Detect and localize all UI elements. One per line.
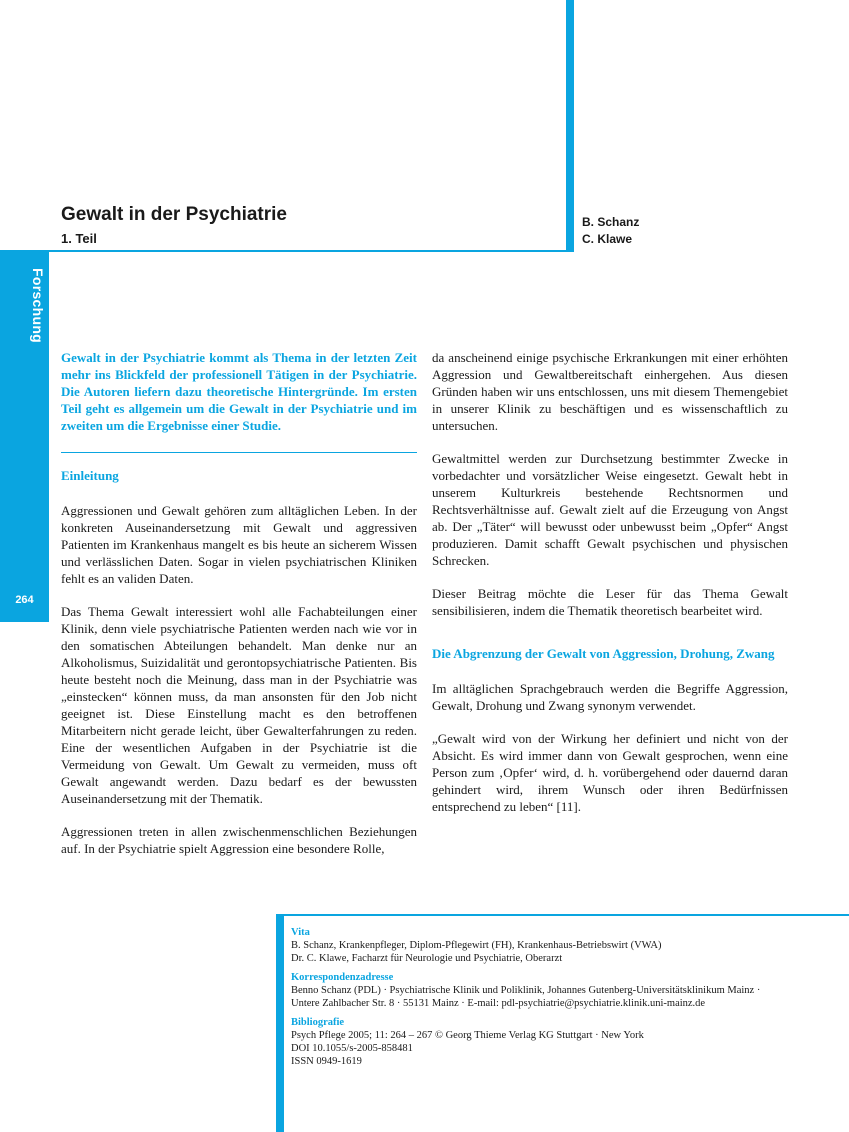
bibliography-line: ISSN 0949-1619 <box>291 1056 362 1067</box>
address-line: Benno Schanz (PDL) · Psychiatrische Klinik und Poliklinik, Johannes Gutenberg-Universitätsklinikum Mainz · <box>291 985 761 996</box>
abstract-rule <box>61 452 417 453</box>
author-name: C. Klawe <box>582 232 633 246</box>
paragraph: Aggressionen und Gewalt gehören zum alltäglichen Leben. In der konkreten Auseinandersetzung mit Gewalt und aggressiven Patienten im Krankenhaus mangelt es bis heute an sicherem Wissen und verlässlichen Daten. Sogar in vielen psychiatrischen Kliniken fehlt es an validen Daten. <box>61 503 417 586</box>
paragraph: da anscheinend einige psychische Erkrankungen mit einer erhöhten Aggression und Gewaltbereitschaft einhergehen. Aus diesen Gründen haben wir uns entschlossen, uns mit diesem Themengebiet in unserer Klinik zu beschäftigen und es wissenschaftlich zu untersuchen. <box>432 350 788 433</box>
address-line: Untere Zahlbacher Str. 8 · 55131 Mainz · E-mail: pdl-psychiatrie@psychiatrie.klinik.uni-mainz.de <box>291 998 706 1009</box>
bibliography-line: DOI 10.1055/s-2005-858481 <box>291 1043 413 1054</box>
footer-accent-bar <box>276 916 284 1132</box>
bibliography-heading: Bibliografie <box>291 1017 345 1028</box>
paragraph: Aggressionen treten in allen zwischenmenschlichen Beziehungen auf. In der Psychiatrie spielt Aggression eine besondere Rolle, <box>61 824 417 856</box>
paragraph: Im alltäglichen Sprachgebrauch werden die Begriffe Aggression, Gewalt, Drohung und Zwang synonym verwendet. <box>432 681 788 713</box>
article-subtitle: 1. Teil <box>61 231 97 246</box>
paragraph: Das Thema Gewalt interessiert wohl alle Fachabteilungen einer Klinik, denn viele psychiatrische Patienten werden nach wie vor in den somatischen Abteilungen behandelt. Man denke nur an Alkoholismus, Suizidalität und gerontopsychiatrische Patienten. Bis heute besteht noch die Meinung, dass man in der Psychiatrie was „einstecken“ können muss, da man ansonsten für den Job nicht geeignet ist. Diese Einstellung macht es den betroffenen Mitarbeitern nicht gerade leicht, über Gewalterfahrungen zu reden. Eine der wesentlichen Aufgaben in der Psychiatrie ist die Vermeidung von Gewalt. Um Gewalt zu vermeiden, muss oft Gewalt angewandt werden. Dazu bedarf es der bewussten Auseinandersetzung mit der Thematik. <box>61 604 417 806</box>
article-info-box <box>291 926 841 1068</box>
bibliography-line: Psych Pflege 2005; 11: 264 – 267 © Georg Thieme Verlag KG Stuttgart · New York <box>291 1030 644 1041</box>
vita-line: B. Schanz, Krankenpfleger, Diplom-Pflegewirt (FH), Krankenhaus-Betriebswirt (VWA) <box>291 940 662 951</box>
address-heading: Korrespondenzadresse <box>291 972 394 983</box>
title-rule <box>0 250 570 252</box>
vita-line: Dr. C. Klawe, Facharzt für Neurologie und Psychiatrie, Oberarzt <box>291 953 563 964</box>
section-label: Forschung <box>30 268 46 344</box>
page-number: 264 <box>15 594 34 606</box>
author-name: B. Schanz <box>582 215 640 229</box>
right-column <box>432 349 788 831</box>
left-column <box>61 349 417 873</box>
paragraph: Gewaltmittel werden zur Durchsetzung bestimmter Zwecke in vorbedachter und vorsätzlicher Weise eingesetzt. Gewalt hebt in unserem Kulturkreis bestehende Rechtsnormen und Rechtsverhältnisse auf. Gewalt zielt auf die Erzeugung von Angst ab. Der „Täter“ will bewusst oder unbewusst beim „Opfer“ Angst produzieren. Damit schafft Gewalt psychischen und physischen Schrecken. <box>432 451 788 568</box>
section-heading-abgrenzung: Die Abgrenzung der Gewalt von Aggression, Drohung, Zwang <box>432 646 775 661</box>
article-title: Gewalt in der Psychiatrie <box>61 204 287 225</box>
author-list <box>582 214 639 248</box>
vita-heading: Vita <box>291 927 310 938</box>
section-heading-einleitung: Einleitung <box>61 468 119 483</box>
paragraph: „Gewalt wird von der Wirkung her definiert und nicht von der Absicht. Es wird immer dann von Gewalt gesprochen, wenn eine Person zum ‚Opfer‘ wird, d. h. vorübergehend oder dauernd daran gehindert wird, ihrem Wunsch oder ihren Bedürfnissen entsprechend zu leben“ [11]. <box>432 731 788 814</box>
header-accent-bar <box>566 0 574 252</box>
abstract: Gewalt in der Psychiatrie kommt als Thema in der letzten Zeit mehr ins Blickfeld der professionell Tätigen in der Psychiatrie. Die Autoren liefern dazu theoretische Hintergründe. Im ersten Teil geht es allgemein um die Gewalt in der Psychiatrie und im zweiten um die Ergebnisse einer Studie. <box>61 350 417 433</box>
footer-rule <box>276 914 849 916</box>
paragraph: Dieser Beitrag möchte die Leser für das Thema Gewalt sensibilisieren, indem die Thematik theoretisch bearbeitet wird. <box>432 586 788 618</box>
